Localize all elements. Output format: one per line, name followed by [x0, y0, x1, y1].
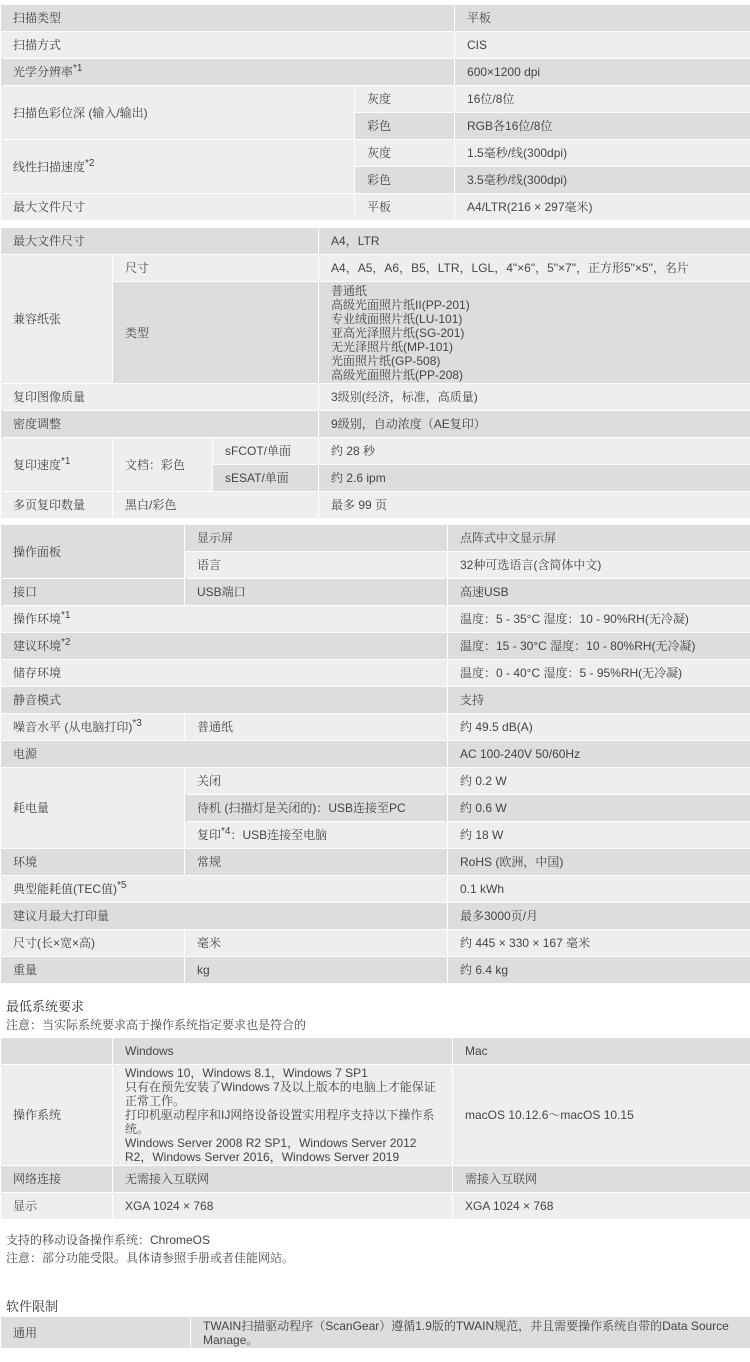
dims-value: 约 445 × 330 × 167 毫米	[448, 930, 750, 957]
consumption-label: 耗电量	[1, 768, 185, 849]
dims-label: 尺寸(长×宽×高)	[1, 930, 185, 957]
duty-label: 建议月最大打印量	[1, 903, 448, 930]
sysreq-table	[0, 1037, 750, 1220]
noise-paper: 普通纸	[185, 714, 448, 741]
scan-type-value: 平板	[455, 5, 750, 32]
os-windows-line: Windows Server 2008 R2 SP1，Windows Server 2012	[125, 1136, 417, 1150]
os-mac-value: macOS 10.12.6～macOS 10.15	[453, 1065, 750, 1166]
tec-label: 典型能耗值(TEC值)$^{*5}$	[1, 876, 448, 903]
os-windows-line: 正常工作。	[125, 1094, 186, 1108]
copy-spec-table	[0, 227, 750, 519]
weight-unit: kg	[185, 957, 448, 984]
paper-type-item: 无光泽照片纸(MP-101)	[331, 339, 454, 354]
scan-method-value: CIS	[455, 32, 750, 59]
scan-method-label: 扫描方式	[1, 32, 455, 59]
software-table	[0, 1316, 750, 1349]
software-title: 软件限制	[6, 1299, 59, 1314]
paper-type-list	[319, 282, 750, 384]
panel-language-value: 32种可选语言(含简体中文)	[448, 552, 750, 579]
environment-value: RoHS (欧洲，中国)	[448, 849, 750, 876]
os-windows-list	[113, 1065, 453, 1166]
density-value: 9级别，自动浓度（AE复印）	[319, 411, 750, 438]
interface-label: 接口	[1, 579, 185, 606]
environment-label: 环境	[1, 849, 185, 876]
software-line: Manage。	[203, 1332, 259, 1347]
mobile-os: 支持的移动设备操作系统：ChromeOS	[6, 1233, 211, 1247]
copy-quality-label: 复印图像质量	[1, 384, 319, 411]
noise-value: 约 49.5 dB(A)	[448, 714, 750, 741]
paper-type-item: 光面照片纸(GP-508)	[331, 353, 441, 368]
consumption-copy-label: 复印$^{*4}$：USB连接至电脑	[185, 822, 448, 849]
op-env-value: 温度：5 - 35°C 湿度：10 - 90%RH(无冷凝)	[448, 606, 750, 633]
optical-resolution-value: 600×1200 dpi	[455, 59, 750, 86]
environment-standard: 常规	[185, 849, 448, 876]
color-depth-color-value: RGB各16位/8位	[455, 113, 750, 140]
network-label: 网络连接	[1, 1166, 113, 1193]
multi-copy-mode: 黑白/彩色	[113, 492, 319, 519]
panel-language-label: 语言	[185, 552, 448, 579]
paper-type-item: 高级光面照片纸(PP-208)	[331, 367, 464, 382]
tec-value: 0.1 kWh	[448, 876, 750, 903]
weight-label: 重量	[1, 957, 185, 984]
os-windows-line: 打印机驱动程序和IJ网络设备设置实用程序支持以下操作系	[125, 1108, 435, 1122]
panel-label: 操作面板	[1, 525, 185, 579]
quiet-mode-label: 静音模式	[1, 687, 448, 714]
copy-speed-doc-label: 文档：彩色	[113, 438, 213, 492]
display-label: 显示	[1, 1193, 113, 1220]
multi-copy-label: 多页复印数量	[1, 492, 113, 519]
consumption-copy-value: 约 18 W	[448, 822, 750, 849]
line-speed-gray-label: 灰度	[355, 140, 455, 167]
sesat-label: sESAT/单面	[213, 465, 319, 492]
paper-type-item: 普通纸	[331, 283, 368, 298]
os-windows-line: Windows 10，Windows 8.1，Windows 7 SP1	[125, 1066, 368, 1080]
paper-size-label: 尺寸	[113, 255, 319, 282]
color-depth-gray-value: 16位/8位	[455, 86, 750, 113]
rec-env-label: 建议环境$^{*2}$	[1, 633, 448, 660]
sesat-value: 约 2.6 ipm	[319, 465, 750, 492]
line-speed-gray-value: 1.5毫秒/线(300dpi)	[455, 140, 750, 167]
scan-type-label: 扫描类型	[1, 5, 455, 32]
sysreq-header-mac: Mac	[453, 1038, 750, 1065]
color-depth-color-label: 彩色	[355, 113, 455, 140]
multi-copy-value: 最多 99 页	[319, 492, 750, 519]
sysreq-header-blank	[1, 1038, 113, 1065]
scan-max-size-label: 最大文件尺寸	[1, 194, 355, 221]
copy-max-doc-value: A4，LTR	[319, 228, 750, 255]
consumption-standby-label: 待机 (扫描灯是关闭的)：USB连接至PC	[185, 795, 448, 822]
storage-env-label: 储存环境	[1, 660, 448, 687]
op-env-label: 操作环境$^{*1}$	[1, 606, 448, 633]
rec-env-value: 温度：15 - 30°C 湿度：10 - 80%RH(无冷凝)	[448, 633, 750, 660]
network-windows: 无需接入互联网	[113, 1166, 453, 1193]
interface-port: USB端口	[185, 579, 448, 606]
sysreq-title: 最低系统要求	[6, 999, 85, 1014]
copy-max-doc-label: 最大文件尺寸	[1, 228, 319, 255]
consumption-standby-value: 约 0.6 W	[448, 795, 750, 822]
consumption-off-label: 关闭	[185, 768, 448, 795]
paper-size-value: A4，A5，A6，B5，LTR，LGL，4"×6"，5"×7"，正方形5"×5"，名片	[319, 255, 750, 282]
paper-label: 兼容纸张	[1, 255, 113, 384]
power-label: 电源	[1, 741, 448, 768]
sysreq-note: 注意：当实际系统要求高于操作系统指定要求也是符合的	[6, 1018, 307, 1032]
paper-type-item: 亚高光泽照片纸(SG-201)	[331, 325, 465, 340]
quiet-mode-value: 支持	[448, 687, 750, 714]
sysreq-header-windows: Windows	[113, 1038, 453, 1065]
os-windows-line: 统。	[125, 1122, 150, 1136]
os-windows-line: R2，Windows Server 2016，Windows Server 2019	[125, 1150, 400, 1164]
general-spec-table	[0, 524, 750, 984]
software-general-label: 通用	[1, 1317, 191, 1349]
paper-type-item: 高级光面照片纸II(PP-201)	[331, 297, 470, 312]
panel-display-value: 点阵式中文显示屏	[448, 525, 750, 552]
dims-unit: 毫米	[185, 930, 448, 957]
storage-env-value: 温度：0 - 40°C 湿度：5 - 95%RH(无冷凝)	[448, 660, 750, 687]
weight-value: 约 6.4 kg	[448, 957, 750, 984]
line-speed-color-value: 3.5毫秒/线(300dpi)	[455, 167, 750, 194]
sfcot-value: 约 28 秒	[319, 438, 750, 465]
copy-speed-label: 复印速度$^{*1}$	[1, 438, 113, 492]
sfcot-label: sFCOT/单面	[213, 438, 319, 465]
software-line: TWAIN扫描驱动程序（ScanGear）遵循1.9版的TWAIN规范，并且需要操作系统自带的Data Source	[203, 1318, 729, 1333]
mobile-note: 注意：部分功能受限。具体请参照手册或者佳能网站。	[6, 1251, 295, 1265]
consumption-off-value: 约 0.2 W	[448, 768, 750, 795]
optical-resolution-label: 光学分辨率$^{*1}$	[1, 59, 455, 86]
scan-spec-table	[0, 4, 750, 221]
interface-value: 高速USB	[448, 579, 750, 606]
os-label: 操作系统	[1, 1065, 113, 1166]
scan-max-size-flatbed-label: 平板	[355, 194, 455, 221]
paper-type-item: 专业绒面照片纸(LU-101)	[331, 311, 463, 326]
software-general-value	[191, 1317, 750, 1349]
panel-display-label: 显示屏	[185, 525, 448, 552]
paper-type-label: 类型	[113, 282, 319, 384]
display-windows: XGA 1024 × 768	[113, 1193, 453, 1220]
scan-max-size-value: A4/LTR(216 × 297毫米)	[455, 194, 750, 221]
color-depth-label: 扫描色彩位深 (输入/输出)	[1, 86, 355, 140]
os-windows-line: 只有在预先安装了Windows 7及以上版本的电脑上才能保证	[125, 1080, 436, 1094]
display-mac: XGA 1024 × 768	[453, 1193, 750, 1220]
power-value: AC 100-240V 50/60Hz	[448, 741, 750, 768]
line-speed-color-label: 彩色	[355, 167, 455, 194]
line-speed-label: 线性扫描速度$^{*2}$	[1, 140, 355, 194]
color-depth-gray-label: 灰度	[355, 86, 455, 113]
copy-quality-value: 3级别(经济，标准，高质量)	[319, 384, 750, 411]
density-label: 密度调整	[1, 411, 319, 438]
noise-label: 噪音水平 (从电脑打印)$^{*3}$	[1, 714, 185, 741]
network-mac: 需接入互联网	[453, 1166, 750, 1193]
duty-value: 最多3000页/月	[448, 903, 750, 930]
